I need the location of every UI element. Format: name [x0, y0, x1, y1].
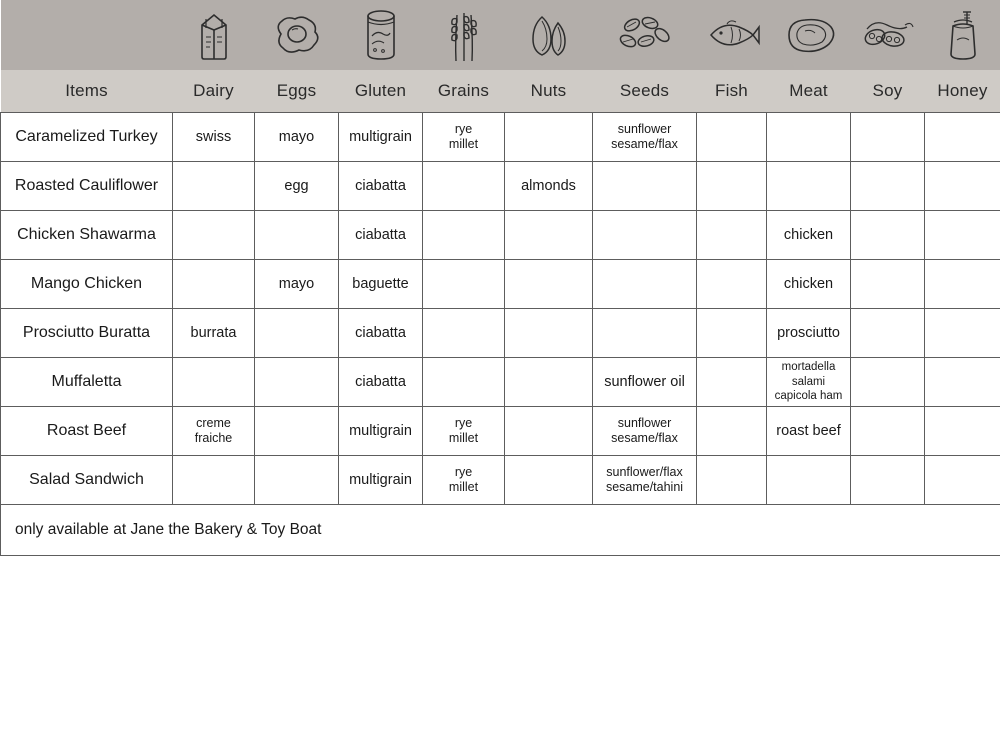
allergen-cell: [339, 309, 423, 358]
allergen-cell-text: chicken: [783, 226, 834, 243]
allergen-cell: [925, 162, 1000, 211]
allergen-cell: [173, 456, 255, 505]
footnote-row: [1, 505, 1000, 556]
table-row: [1, 113, 1000, 162]
meat-icon-cell: [767, 0, 851, 70]
allergen-cell: [767, 456, 851, 505]
allergen-cell: [339, 358, 423, 407]
allergen-cell: [593, 162, 697, 211]
allergen-cell: [339, 407, 423, 456]
allergen-cell: [697, 309, 767, 358]
gluten-icon-cell: [339, 0, 423, 70]
allergen-cell: [851, 407, 925, 456]
allergen-cell-text: ciabatta: [355, 177, 406, 194]
allergen-cell: [505, 456, 593, 505]
allergen-cell: [339, 162, 423, 211]
allergen-cell: [339, 260, 423, 309]
allergen-cell: [339, 456, 423, 505]
column-header-dairy: Dairy: [193, 81, 234, 100]
allergen-cell-text: ciabatta: [355, 226, 406, 243]
allergen-cell: [593, 309, 697, 358]
steak-icon: [767, 0, 851, 70]
allergen-cell: [505, 260, 593, 309]
allergen-cell: [505, 309, 593, 358]
item-name-cell: Roasted Cauliflower: [1, 162, 173, 211]
item-name-cell: Roast Beef: [1, 407, 173, 456]
item-name-cell: Mango Chicken: [1, 260, 173, 309]
almond-nuts-icon: [505, 0, 593, 70]
allergen-cell: [255, 113, 339, 162]
allergen-cell: [851, 260, 925, 309]
allergen-cell-text: egg: [284, 177, 309, 194]
allergen-cell: [925, 211, 1000, 260]
column-label-row: [1, 70, 1000, 113]
allergen-cell: [505, 162, 593, 211]
column-header-meat: Meat: [789, 81, 828, 100]
table-row: [1, 407, 1000, 456]
allergen-cell-text: roast beef: [776, 422, 841, 439]
allergen-cell: [925, 260, 1000, 309]
allergen-cell: [423, 113, 505, 162]
allergen-cell: [423, 407, 505, 456]
bread-can-icon: [339, 0, 423, 70]
allergen-cell: [255, 456, 339, 505]
allergen-cell-text: creme fraiche: [194, 416, 233, 445]
allergen-cell: [697, 358, 767, 407]
allergen-cell: [173, 309, 255, 358]
allergen-cell: [593, 113, 697, 162]
table-row: [1, 456, 1000, 505]
column-header-seeds: Seeds: [619, 81, 670, 100]
allergen-cell: [767, 358, 851, 407]
allergen-cell: [925, 309, 1000, 358]
allergen-cell-text: mayo: [278, 128, 315, 145]
allergen-cell: [255, 309, 339, 358]
allergen-cell: [173, 358, 255, 407]
allergen-cell: [767, 407, 851, 456]
column-header-fish: Fish: [715, 81, 748, 100]
fried-egg-icon: [255, 0, 339, 70]
allergen-cell-text: sunflower sesame/flax: [611, 416, 678, 445]
allergen-cell: [173, 162, 255, 211]
allergen-cell: [767, 309, 851, 358]
allergen-cell-text: mayo: [278, 275, 315, 292]
column-header-gluten: Gluten: [354, 81, 407, 100]
milk-carton-icon: [173, 0, 255, 70]
allergen-cell: [173, 407, 255, 456]
allergen-cell: [851, 162, 925, 211]
allergen-cell-text: ciabatta: [355, 324, 406, 341]
allergen-cell: [697, 456, 767, 505]
icon-header-row: [1, 0, 1000, 70]
fish-icon: [697, 0, 767, 70]
allergen-cell: [851, 358, 925, 407]
allergen-cell: [255, 260, 339, 309]
item-name-cell: Muffaletta: [1, 358, 173, 407]
allergen-cell: [851, 309, 925, 358]
table-row: [1, 211, 1000, 260]
allergen-cell: [851, 211, 925, 260]
column-header-soy: Soy: [872, 81, 903, 100]
footnote-text: only available at Jane the Bakery & Toy Boat: [1, 505, 1000, 556]
column-header-nuts: Nuts: [530, 81, 567, 100]
allergen-cell: [593, 407, 697, 456]
grains-icon-cell: [423, 0, 505, 70]
allergen-cell: [697, 260, 767, 309]
allergen-cell: [423, 260, 505, 309]
table-row: [1, 358, 1000, 407]
allergen-cell: [925, 456, 1000, 505]
allergen-cell-text: prosciutto: [777, 324, 840, 341]
allergen-cell-text: multigrain: [349, 422, 412, 439]
soy-icon-cell: [851, 0, 925, 70]
allergen-cell: [767, 113, 851, 162]
allergen-cell: [255, 211, 339, 260]
table-row: [1, 162, 1000, 211]
allergen-cell: [255, 407, 339, 456]
seeds-icon-cell: [593, 0, 697, 70]
allergen-cell-text: rye millet: [448, 122, 479, 151]
allergen-cell-text: chicken: [783, 275, 834, 292]
allergen-cell: [505, 358, 593, 407]
allergen-cell-text: ciabatta: [355, 373, 406, 390]
icon-header-spacer: [1, 0, 173, 70]
table-row: [1, 260, 1000, 309]
allergen-cell-text: sunflower/flax sesame/tahini: [605, 465, 684, 494]
nuts-icon-cell: [505, 0, 593, 70]
allergen-cell: [697, 162, 767, 211]
honey-jar-icon: [925, 0, 1000, 70]
allergen-cell-text: almonds: [521, 177, 576, 194]
allergen-cell: [255, 358, 339, 407]
allergen-cell: [423, 456, 505, 505]
allergen-cell: [423, 358, 505, 407]
allergen-cell-text: baguette: [352, 275, 409, 292]
allergen-cell: [173, 260, 255, 309]
fish-icon-cell: [697, 0, 767, 70]
allergen-cell: [593, 260, 697, 309]
allergen-cell: [173, 113, 255, 162]
allergen-cell: [339, 113, 423, 162]
honey-icon-cell: [925, 0, 1000, 70]
allergen-cell: [593, 456, 697, 505]
allergen-cell-text: rye millet: [448, 416, 479, 445]
allergen-cell-text: multigrain: [349, 128, 412, 145]
allergen-cell: [697, 407, 767, 456]
allergen-cell-text: swiss: [195, 128, 232, 145]
items-column-header: Items: [65, 81, 108, 100]
allergen-table-body: [1, 113, 1000, 556]
allergen-cell: [173, 211, 255, 260]
allergen-cell: [423, 211, 505, 260]
allergen-cell: [697, 113, 767, 162]
allergen-cell: [697, 211, 767, 260]
allergen-cell: [851, 456, 925, 505]
allergen-cell-text: multigrain: [349, 471, 412, 488]
allergen-cell-text: burrata: [190, 324, 237, 341]
allergen-cell: [423, 309, 505, 358]
allergen-cell: [505, 407, 593, 456]
allergen-cell: [339, 211, 423, 260]
dairy-icon-cell: [173, 0, 255, 70]
soybean-pod-icon: [851, 0, 925, 70]
allergen-cell-text: rye millet: [448, 465, 479, 494]
item-name-cell: Prosciutto Buratta: [1, 309, 173, 358]
eggs-icon-cell: [255, 0, 339, 70]
allergen-cell: [925, 407, 1000, 456]
allergen-cell: [851, 113, 925, 162]
item-name-cell: Salad Sandwich: [1, 456, 173, 505]
allergen-cell: [593, 358, 697, 407]
column-header-grains: Grains: [437, 81, 490, 100]
item-name-cell: Chicken Shawarma: [1, 211, 173, 260]
wheat-stalks-icon: [423, 0, 505, 70]
allergen-cell: [423, 162, 505, 211]
allergen-cell: [505, 113, 593, 162]
column-header-honey: Honey: [937, 81, 988, 100]
allergen-cell: [505, 211, 593, 260]
table-row: [1, 309, 1000, 358]
allergen-cell: [767, 162, 851, 211]
allergen-cell: [767, 211, 851, 260]
seeds-icon: [593, 0, 697, 70]
allergen-cell-text: mortadella salami capicola ham: [774, 361, 843, 403]
allergen-cell: [767, 260, 851, 309]
allergen-cell: [255, 162, 339, 211]
column-header-eggs: Eggs: [276, 81, 317, 100]
allergen-cell-text: sunflower sesame/flax: [611, 122, 678, 151]
allergen-cell: [925, 113, 1000, 162]
allergen-cell: [593, 211, 697, 260]
item-name-cell: Caramelized Turkey: [1, 113, 173, 162]
allergen-cell: [925, 358, 1000, 407]
allergen-cell-text: sunflower oil: [604, 373, 685, 390]
